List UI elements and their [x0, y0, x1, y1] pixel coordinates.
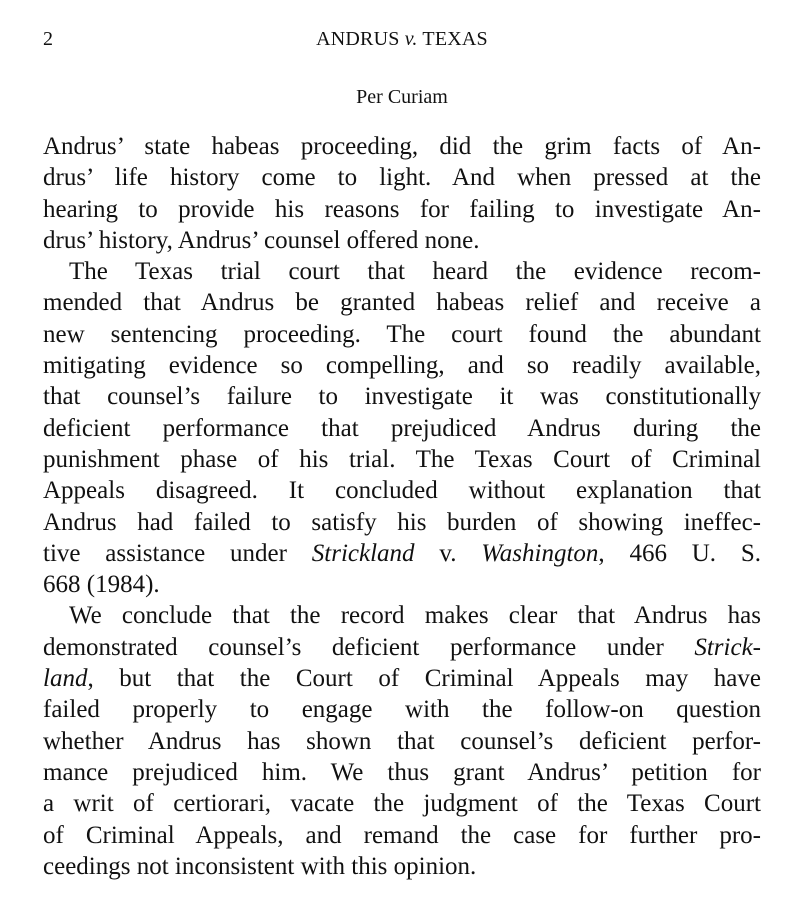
case-name-strickland: Strickland	[311, 539, 415, 567]
text-line: mitigating evidence so compelling, and so readily available,	[43, 352, 761, 380]
text-line: mance prejudiced him. We thus grant Andrus’ petition for	[43, 758, 761, 786]
text-line: drus’ life history come to light. And when pressed at the	[43, 164, 761, 192]
text-line: We conclude that the record makes clear that Andrus has	[69, 602, 761, 630]
text-line	[43, 663, 761, 694]
case-name-washington: Washington	[481, 539, 599, 567]
text-line: hearing to provide his reasons for failing to investigate An-	[43, 195, 761, 223]
paragraph-3	[43, 600, 761, 882]
text-line	[43, 632, 761, 663]
text-line: whether Andrus has shown that counsel’s deficient perfor-	[43, 727, 761, 755]
running-head	[43, 28, 761, 54]
text-line: mended that Andrus be granted habeas relief and receive a	[43, 289, 761, 317]
page-number: 2	[43, 28, 53, 50]
case-name-strickland-cont: land	[43, 665, 88, 693]
text-line: drus’ history, Andrus’ counsel offered none.	[43, 226, 480, 254]
text-line: a writ of certiorari, vacate the judgment of the Texas Court	[43, 790, 761, 818]
text-line: 668 (1984).	[43, 571, 160, 599]
paragraph-1	[43, 131, 761, 256]
citation-suffix: , 466 U. S.	[598, 539, 761, 567]
text-line: Andrus’ state habeas proceeding, did the grim facts of An-	[43, 133, 761, 160]
text-line: new sentencing proceeding. The court found the abundant	[43, 320, 761, 348]
text-line: of Criminal Appeals, and remand the case for further pro-	[43, 821, 761, 849]
text-line: punishment phase of his trial. The Texas Court of Criminal	[43, 445, 761, 473]
case-party-2: TEXAS	[422, 28, 488, 50]
text-line: Andrus had failed to satisfy his burden of showing ineffec-	[43, 508, 761, 536]
opinion-label: Per Curiam	[356, 86, 448, 108]
case-name-strickland: Strick-	[694, 633, 761, 661]
opinion-body	[43, 131, 761, 882]
case-v: v.	[404, 28, 418, 50]
case-party-1: ANDRUS	[316, 28, 400, 50]
citation-v: v.	[414, 539, 482, 567]
text-line: that counsel’s failure to investigate it was constitutionally	[43, 383, 761, 411]
text-fragment: , but that the Court of Criminal Appeals may have	[87, 665, 761, 693]
citation-prefix: tive assistance under	[43, 539, 312, 567]
case-title	[43, 28, 761, 51]
text-fragment: demonstrated counsel’s deficient performance under	[43, 633, 695, 661]
paragraph-2	[43, 256, 761, 600]
text-line: failed properly to engage with the follow-on question	[43, 696, 761, 724]
text-line: ceedings not inconsistent with this opinion.	[43, 852, 477, 880]
text-line: The Texas trial court that heard the evidence recom-	[69, 258, 761, 286]
citation-line	[43, 538, 761, 569]
text-line: deficient performance that prejudiced Andrus during the	[43, 414, 761, 442]
text-line: Appeals disagreed. It concluded without explanation that	[43, 477, 761, 505]
